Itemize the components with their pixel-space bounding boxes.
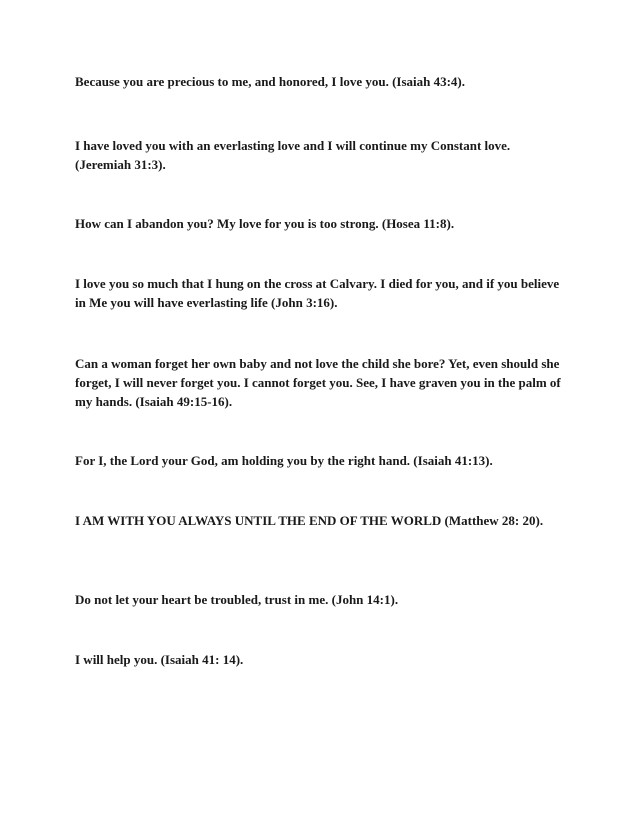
verse-john-14-1: Do not let your heart be troubled, trust in me. (John 14:1). — [75, 592, 399, 607]
verse-matthew-28-20: I AM WITH YOU ALWAYS UNTIL THE END OF THE WORLD (Matthew 28: 20). — [75, 513, 544, 528]
verse-isaiah-41-13: For I, the Lord your God, am holding you by the right hand. (Isaiah 41:13). — [75, 453, 493, 468]
verse-jeremiah-31-3: I have loved you with an everlasting love and I will continue my Constant love. (Jeremiah 31:3). — [75, 138, 511, 172]
verse-isaiah-43-4: Because you are precious to me, and honored, I love you. (Isaiah 43:4). — [75, 74, 466, 89]
verse-isaiah-41-14: I will help you. (Isaiah 41: 14). — [75, 652, 244, 667]
verse-isaiah-49-15: Can a woman forget her own baby and not love the child she bore? Yet, even should she forget, I will never forget you. I cannot forget you. See, I have graven you in the palm of my hands. (Isaiah 49:15-16). — [75, 356, 561, 409]
verse-hosea-11-8: How can I abandon you? My love for you is too strong. (Hosea 11:8). — [75, 216, 455, 231]
verse-john-3-16: I love you so much that I hung on the cross at Calvary. I died for you, and if you believe in Me you will have everlasting life (John 3:16). — [75, 276, 560, 310]
